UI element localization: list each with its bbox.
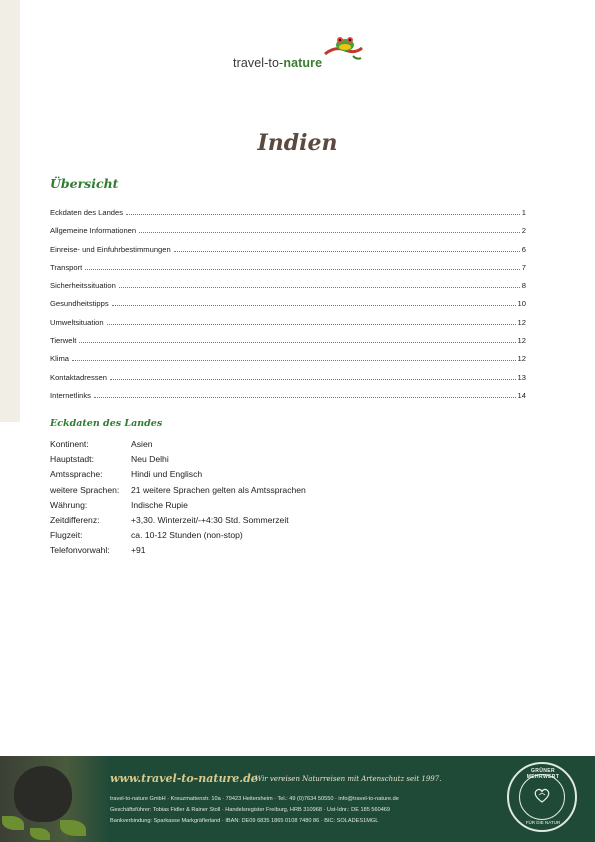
- toc-label: Einreise- und Einfuhrbestimmungen: [50, 244, 171, 254]
- section-heading-eckdaten: Eckdaten des Landes: [50, 418, 163, 429]
- toc-entry-klima[interactable]: [50, 354, 526, 372]
- toc-entry-eckdaten[interactable]: [50, 208, 526, 226]
- toc-entry-kontaktadressen[interactable]: [50, 373, 526, 391]
- toc-entry-einreise[interactable]: [50, 245, 526, 263]
- logo-text: travel-to-nature: [233, 56, 323, 70]
- leaf-decoration: [2, 816, 24, 830]
- toc-entry-allgemeine-informationen[interactable]: [50, 226, 526, 244]
- toc-dot-leader: [79, 342, 515, 343]
- logo: [233, 34, 363, 76]
- fact-row: [50, 485, 306, 500]
- fact-label: Flugzeit:: [50, 530, 83, 541]
- toc-page-number: 12: [517, 317, 526, 327]
- toc-label: Tierwelt: [50, 336, 77, 346]
- fact-label: Amtssprache:: [50, 469, 103, 480]
- toc-label: Gesundheitstipps: [50, 299, 109, 309]
- toc-entry-internetlinks[interactable]: [50, 391, 526, 409]
- toc-dot-leader: [112, 305, 516, 306]
- footer-address: travel-to-nature GmbH · Kreuzmattenstr. 10a · 79423 Heitersheim · Tel.: 49 (0)7634 50550 · info@travel-to-nature.de: [110, 796, 399, 802]
- side-strip: [0, 0, 20, 422]
- fact-row: [50, 469, 306, 484]
- fact-value: Neu Delhi: [131, 454, 169, 465]
- fact-label: Währung:: [50, 499, 88, 510]
- table-of-contents: [50, 208, 526, 409]
- toc-dot-leader: [126, 214, 520, 215]
- toc-label: Kontaktadressen: [50, 372, 107, 382]
- toc-dot-leader: [174, 251, 520, 252]
- toc-entry-gesundheitstipps[interactable]: [50, 299, 526, 317]
- toc-entry-transport[interactable]: [50, 263, 526, 281]
- toc-page-number: 10: [517, 299, 526, 309]
- fact-row: [50, 500, 306, 515]
- toc-dot-leader: [119, 287, 520, 288]
- toc-dot-leader: [85, 269, 520, 270]
- page-title: Indien: [257, 130, 338, 156]
- toc-page-number: 6: [521, 244, 526, 254]
- toc-label: Sicherheitssituation: [50, 281, 116, 291]
- toc-entry-sicherheitssituation[interactable]: [50, 281, 526, 299]
- fact-value: +3,30. Winterzeit/-+4:30 Std. Sommerzeit: [131, 514, 289, 525]
- fact-label: weitere Sprachen:: [50, 484, 120, 495]
- frog-icon: [323, 34, 363, 64]
- badge-bottom-text: FÜR DIE NATUR: [525, 820, 561, 825]
- fact-value: Indische Rupie: [131, 499, 188, 510]
- toc-label: Internetlinks: [50, 390, 91, 400]
- fact-label: Telefonvorwahl:: [50, 545, 110, 556]
- fact-value: Asien: [131, 439, 153, 449]
- toc-page-number: 7: [521, 262, 526, 272]
- toc-page-number: 1: [521, 208, 526, 217]
- toc-page-number: 14: [517, 390, 526, 400]
- toc-label: Transport: [50, 262, 83, 272]
- fact-value: 21 weitere Sprachen gelten als Amtssprachen: [131, 484, 306, 495]
- country-facts: [50, 439, 306, 561]
- toc-page-number: 2: [521, 226, 526, 236]
- toc-dot-leader: [110, 379, 516, 380]
- fact-row: [50, 530, 306, 545]
- heart-icon: [532, 785, 552, 805]
- fact-row: [50, 454, 306, 469]
- fact-value: +91: [131, 545, 146, 556]
- overview-heading: Übersicht: [50, 176, 119, 191]
- toc-page-number: 13: [517, 372, 526, 382]
- fact-row: [50, 439, 306, 454]
- fact-value: Hindi und Englisch: [131, 469, 203, 480]
- gorilla-image: [14, 766, 72, 822]
- toc-label: Eckdaten des Landes: [50, 208, 124, 217]
- badge-top-text: GRÜNER MEHRWERT: [526, 768, 560, 780]
- fact-row: [50, 545, 306, 560]
- fact-row: [50, 515, 306, 530]
- toc-page-number: 12: [517, 354, 526, 364]
- fact-label: Kontinent:: [50, 439, 89, 449]
- toc-dot-leader: [139, 232, 520, 233]
- fact-value: ca. 10-12 Stunden (non-stop): [131, 530, 243, 541]
- footer-slogan: Wir vereisen Naturreisen mit Artenschutz seit 1997.: [255, 775, 442, 783]
- toc-entry-umweltsituation[interactable]: [50, 318, 526, 336]
- footer-management: Geschäftsführer: Tobias Fidler & Rainer Stoll · Handelsregister Freiburg, HRB 310968 · Ust-Idnr.: DE 185 560469: [110, 807, 391, 813]
- gorilla-photo: [0, 756, 110, 842]
- footer-website-link[interactable]: www.travel-to-nature.de: [110, 772, 258, 785]
- fact-label: Zeitdifferenz:: [50, 514, 100, 525]
- toc-label: Klima: [50, 354, 69, 364]
- toc-dot-leader: [72, 360, 516, 361]
- footer-banner: [0, 756, 595, 842]
- toc-dot-leader: [107, 324, 516, 325]
- leaf-decoration: [60, 820, 86, 836]
- leaf-decoration: [30, 828, 50, 840]
- toc-label: Allgemeine Informationen: [50, 226, 137, 236]
- toc-page-number: 8: [521, 281, 526, 291]
- gruener-mehrwert-badge: [507, 762, 577, 832]
- fact-label: Hauptstadt:: [50, 454, 94, 465]
- footer-bank-details: Bankverbindung: Sparkasse Markgräflerland · IBAN: DE09 6835 1865 0108 7480 86 · BIC: SOLADES1MGL: [110, 818, 379, 824]
- toc-label: Umweltsituation: [50, 317, 104, 327]
- toc-dot-leader: [94, 397, 516, 398]
- toc-page-number: 12: [517, 336, 526, 346]
- toc-entry-tierwelt[interactable]: [50, 336, 526, 354]
